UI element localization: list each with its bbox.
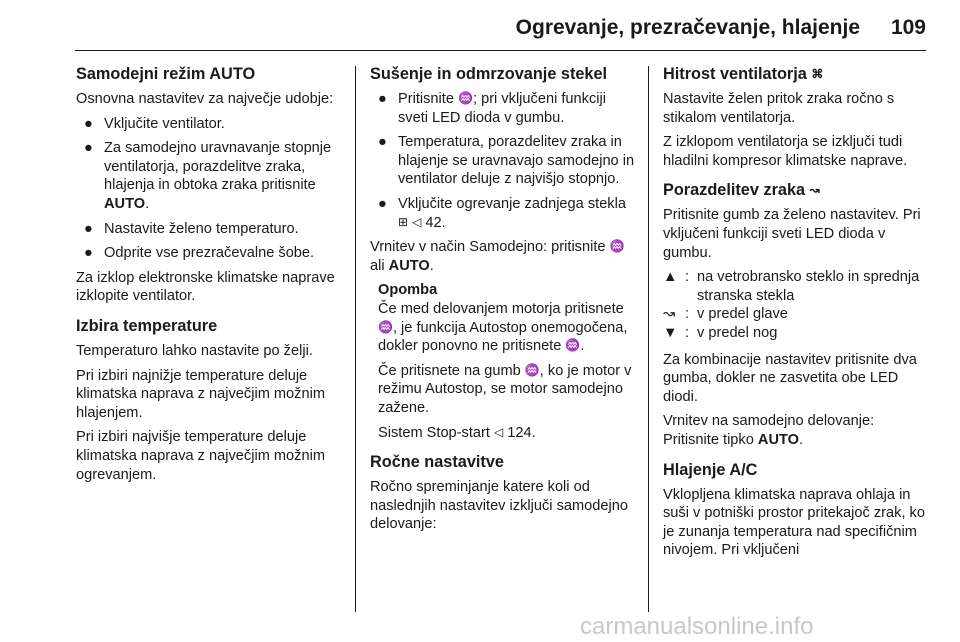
temperature-text-3: Pri izbiri najvišje temperature deluje klimatska naprava z največjim možnim ogrevanjem. (76, 429, 325, 483)
page-number: 109 (890, 16, 926, 39)
temperature-text-1: Temperaturo lahko nastavite po želji. (76, 342, 313, 359)
note-box (378, 281, 640, 442)
manual-settings-heading: Ročne nastavitve (370, 453, 504, 472)
header-rule (75, 50, 926, 51)
page-header (0, 0, 960, 56)
defrost-max-icon: ♒ (524, 362, 540, 377)
air-distribution-text: Pritisnite gumb za želeno nastavitev. Pri vključeni funkciji sveti LED dioda v gumbu. (663, 207, 921, 261)
fan-speed-heading: Hitrost ventilatorja ⌘ (663, 65, 824, 83)
bullet-icon: ● (84, 245, 93, 262)
bullet-icon: ● (378, 195, 387, 212)
page-title: Ogrevanje, prezračevanje, hlajenje (515, 16, 860, 39)
list-item: ▼ : v predel nog (663, 324, 778, 341)
reference-arrow-icon: ◁ (493, 424, 504, 439)
bullet-icon: ● (84, 115, 93, 132)
note-text-1: Če med delovanjem motorja pritisnete ♒, je funkcija Autostop onemogočena, dokler ponovno ne pritisnete ♒. (378, 300, 628, 355)
watermark-url: carmanualsonline.info (580, 613, 814, 640)
auto-off-text: Za izklop elektronske klimatske naprave izklopite ventilator. (76, 269, 335, 305)
list-item: ● Temperatura, porazdelitev zraka in hlajenje se uravnavajo samodejno in ventilator deluje z najvišjo stopnjo. (378, 134, 635, 188)
column-right (663, 64, 933, 566)
column-divider (648, 66, 649, 612)
ac-cooling-text: Vklopljena klimatska naprava ohlaja in suši v potniški prostor pritekajoč zrak, ko je zunanja temperatura nad specifičnim nivojem. Pri vključeni (663, 486, 925, 559)
note-text-3: Sistem Stop-start ◁ 124. (378, 424, 536, 441)
page-reference[interactable]: 124. (507, 424, 536, 441)
bullet-icon: ● (84, 140, 93, 157)
list-item: ● Za samodejno uravnavanje stopnje ventilatorja, porazdelitve zraka, hlajenja in obtoka zraka pritisnite AUTO. (84, 140, 332, 212)
list-item: ▲ : na vetrobransko steklo in sprednja stranska stekla (663, 269, 920, 304)
ac-cooling-heading: Hlajenje A/C (663, 460, 758, 479)
fan-speed-text-2: Z izklopom ventilatorja se izključi tudi hladilni kompresor klimatske naprave. (663, 134, 908, 169)
defrost-steps-list (370, 90, 640, 232)
distribution-options-list (663, 268, 933, 342)
rear-window-heating-icon: ⊞ (398, 214, 409, 229)
defrost-heading: Sušenje in odmrzovanje stekel (370, 65, 608, 83)
defrost-max-icon: ♒ (458, 91, 473, 105)
temperature-heading: Izbira temperature (76, 316, 218, 335)
head-vent-icon: ↝ (663, 306, 676, 323)
distribution-return-text: Vrnitev na samodejno delovanje: Pritisnite tipko AUTO. (663, 413, 875, 448)
watermark (0, 612, 960, 642)
defrost-max-icon: ♒ (609, 239, 625, 254)
list-item: ● Vključite ventilator. (84, 115, 225, 132)
defrost-max-icon: ♒ (565, 338, 581, 353)
return-auto-text: Vrnitev v način Samodejno: pritisnite ♒ ali AUTO. (370, 239, 625, 274)
reference-arrow-icon: ◁ (412, 214, 422, 229)
bullet-icon: ● (84, 220, 93, 237)
auto-steps-list (76, 115, 346, 263)
column-middle (370, 64, 640, 540)
page-reference[interactable]: 42. (425, 214, 446, 231)
bullet-icon: ● (378, 134, 387, 151)
list-item: ● Odprite vse prezračevalne šobe. (84, 245, 315, 262)
column-left (76, 64, 346, 490)
manual-settings-text: Ročno spreminjanje katere koli od naslednjih nastavitev izključi samodejno delovanje: (370, 479, 628, 533)
fan-icon: ⌘ (811, 67, 824, 81)
note-title: Opomba (378, 282, 438, 299)
note-text-2: Če pritisnete na gumb ♒, ko je motor v režimu Autostop, se motor samodejno zažene. (378, 362, 632, 416)
bullet-icon: ● (378, 91, 387, 107)
footwell-icon: ▼ (663, 324, 678, 341)
column-divider (355, 66, 356, 612)
list-item: ● Nastavite želeno temperaturo. (84, 220, 299, 237)
air-distribution-heading: Porazdelitev zraka ↝ (663, 181, 820, 200)
temperature-text-2: Pri izbiri najnižje temperature deluje klimatska naprava z največjim možnim hlajenjem. (76, 367, 325, 421)
list-item: ↝ : v predel glave (663, 306, 788, 323)
fan-speed-text-1: Nastavite želen pritok zraka ročno s stikalom ventilatorja. (663, 91, 895, 126)
auto-intro: Osnovna nastavitev za največje udobje: (76, 91, 334, 107)
list-item: ● Vključite ogrevanje zadnjega stekla ⊞ ◁ 42. (378, 195, 626, 231)
list-item: ● Pritisnite ♒; pri vključeni funkciji sveti LED dioda v gumbu. (378, 91, 606, 126)
auto-mode-heading: Samodejni režim AUTO (76, 65, 256, 83)
defrost-max-icon: ♒ (378, 319, 393, 334)
windshield-icon: ▲ (663, 269, 678, 286)
head-vent-icon: ↝ (809, 183, 820, 198)
distribution-combo-text: Za kombinacije nastavitev pritisnite dva gumba, dokler ne zasvetita obe LED diodi. (663, 351, 917, 405)
